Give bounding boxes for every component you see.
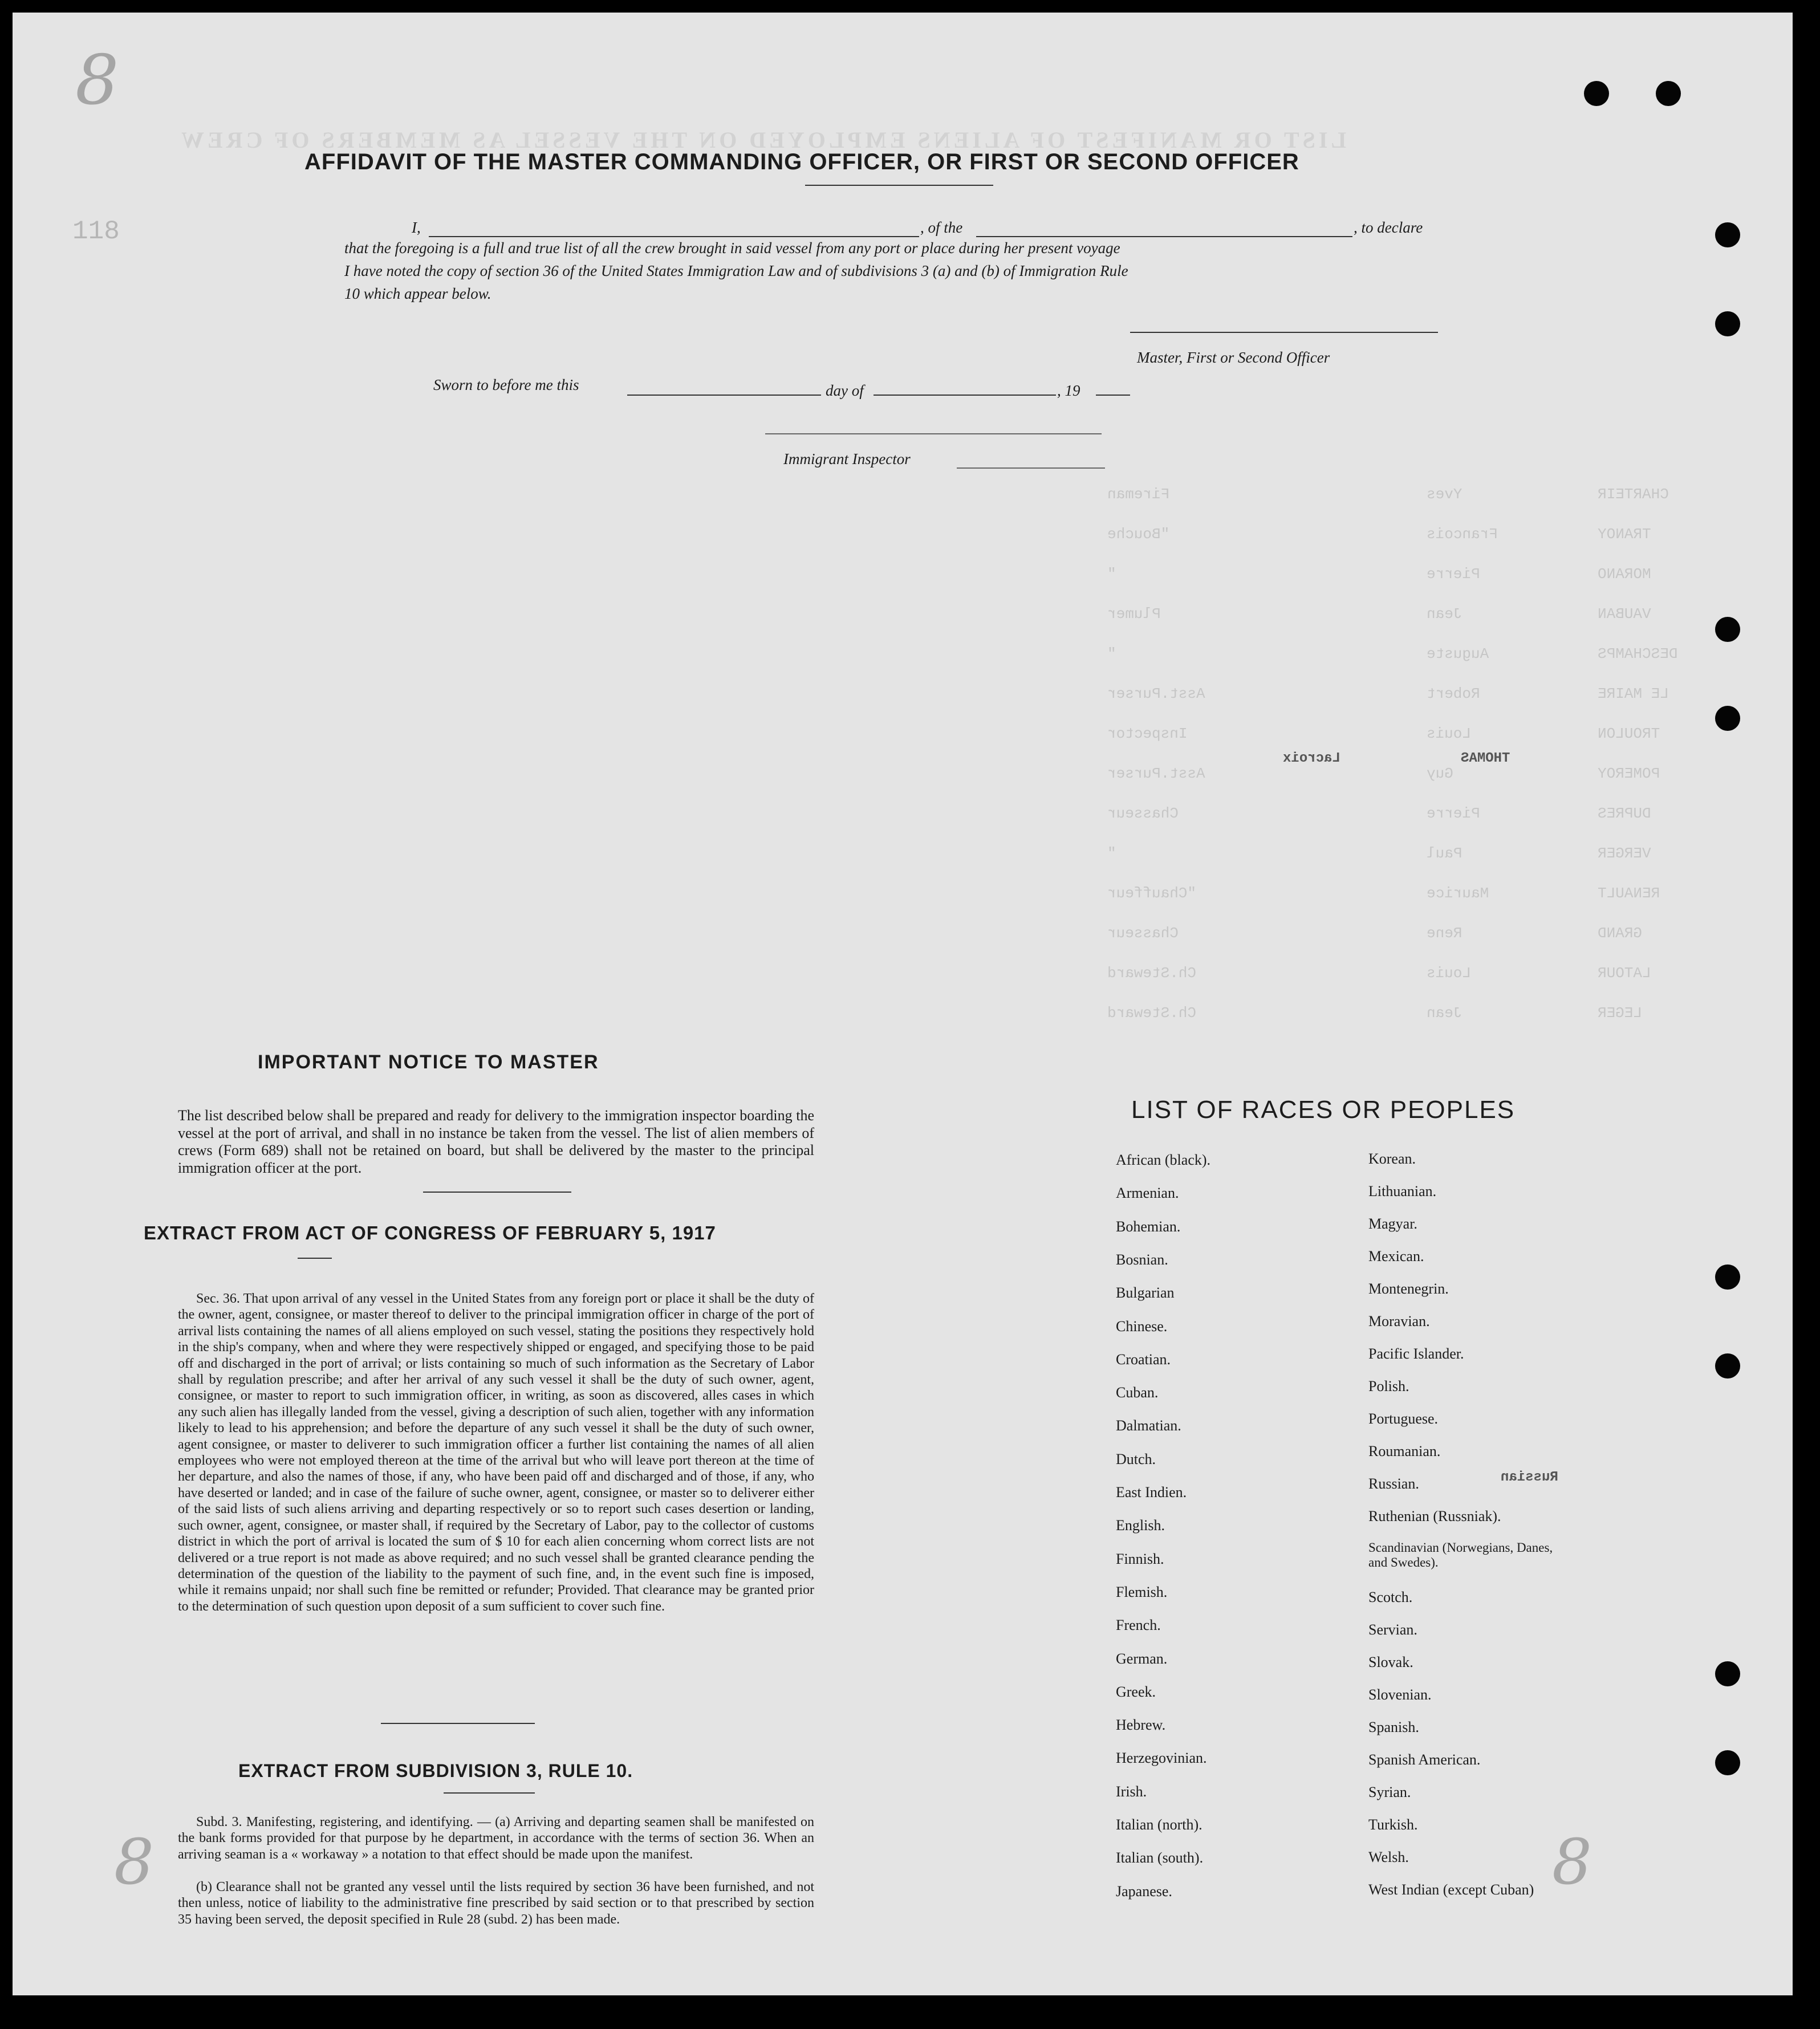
binder-hole	[1715, 311, 1740, 336]
bleed-through-cell: VERGER	[1598, 845, 1651, 862]
bleed-through-cell: Ch.Steward	[1107, 965, 1197, 982]
bleed-through-cell: Auguste	[1427, 645, 1489, 662]
bleed-through-cell: Francois	[1427, 526, 1498, 543]
bleed-through-cell: "Chauffeur	[1107, 885, 1197, 902]
notice-title: IMPORTANT NOTICE TO MASTER	[258, 1051, 599, 1073]
inspector-signature-field-top[interactable]	[765, 433, 1102, 434]
race-item: Syrian.	[1368, 1784, 1411, 1800]
race-item: Italian (north).	[1116, 1816, 1202, 1833]
race-item: West Indian (except Cuban)	[1368, 1881, 1534, 1898]
bleed-through-cell: Fireman	[1107, 486, 1170, 503]
race-item: Turkish.	[1368, 1816, 1418, 1833]
bleed-through-cell: Inspector	[1107, 725, 1188, 742]
race-item: Dalmatian.	[1116, 1417, 1181, 1434]
binder-hole	[1715, 1353, 1740, 1379]
bleed-through-cell: Asst.Purser	[1107, 765, 1205, 782]
bleed-through-cell: TROULON	[1598, 725, 1660, 742]
race-item: Korean.	[1368, 1150, 1416, 1167]
affidavit-text-line-2: I have noted the copy of section 36 of the United States Immigration Law and of subdivisions 3 (a) and (b) of Immigration Rule	[344, 262, 1128, 279]
handwritten-margin-mark-right: 8	[1552, 1825, 1592, 1898]
race-item: Servian.	[1368, 1621, 1417, 1638]
bleed-through-cell: DUPRES	[1598, 805, 1651, 822]
binder-hole	[1715, 1661, 1740, 1686]
affidavit-of-the-label: , of the	[920, 219, 963, 236]
bleed-through-cell: LE MAIRE	[1598, 685, 1669, 702]
inspector-signature-field[interactable]	[957, 467, 1105, 469]
margin-page-number: 118	[72, 217, 120, 246]
race-item: German.	[1116, 1650, 1168, 1667]
bleed-through-header: LIST OR MANIFEST OF ALIENS EMPLOYED ON THE VESSEL AS MEMBERS OF CREW	[178, 127, 1347, 153]
bleed-stamp-3: Russian	[1501, 1470, 1558, 1485]
act-extract-title: EXTRACT FROM ACT OF CONGRESS OF FEBRUARY 5, 1917	[144, 1222, 716, 1243]
race-item: Slovak.	[1368, 1654, 1413, 1670]
bleed-through-cell: Plumer	[1107, 605, 1161, 623]
year-prefix-label: , 19	[1057, 382, 1080, 399]
rule-extract-text-b: (b) Clearance shall not be granted any vessel until the lists required by section 36 have been furnished, and not then unless, notice of liability to the administrative fine prescribed by said section or to that prescribed by section 35 having been served, the deposit specified in Rule 28 (subd. 2) has been made.	[178, 1880, 814, 1927]
master-signature-field[interactable]	[1130, 332, 1438, 333]
binder-hole	[1715, 1264, 1740, 1290]
inspector-label: Immigrant Inspector	[783, 450, 911, 467]
race-item: Polish.	[1368, 1378, 1409, 1394]
race-item: Mexican.	[1368, 1248, 1424, 1264]
binder-hole	[1656, 81, 1681, 106]
bleed-through-cell: "	[1107, 645, 1116, 662]
bleed-through-cell: RENAULT	[1598, 885, 1660, 902]
binder-hole	[1715, 617, 1740, 642]
race-item: Dutch.	[1116, 1450, 1156, 1467]
handwritten-margin-mark-top: 8	[75, 41, 119, 120]
race-item: Finnish.	[1116, 1550, 1164, 1567]
race-item: Russian.	[1368, 1475, 1419, 1492]
bleed-through-cell: LATOUR	[1598, 965, 1651, 982]
race-item: African (black).	[1116, 1152, 1211, 1168]
race-item: Armenian.	[1116, 1185, 1179, 1202]
race-item: Scotch.	[1368, 1589, 1413, 1605]
sworn-year-field[interactable]	[1096, 395, 1130, 396]
race-item: Greek.	[1116, 1683, 1156, 1700]
bleed-through-cell: TRANOY	[1598, 526, 1651, 543]
bleed-through-cell: POMEROY	[1598, 765, 1660, 782]
bleed-through-cell: Pierre	[1427, 566, 1480, 583]
bleed-through-cell: Pierre	[1427, 805, 1480, 822]
bleed-through-cell: Louis	[1427, 725, 1472, 742]
race-item: Herzegovinian.	[1116, 1750, 1207, 1767]
bleed-through-cell: VAUBAN	[1598, 605, 1651, 623]
bleed-through-cell: "Bouche	[1107, 526, 1170, 543]
bleed-through-cell: Chasseur	[1107, 925, 1179, 942]
act-extract-rule	[381, 1723, 535, 1724]
binder-hole	[1584, 81, 1609, 106]
bleed-through-cell: DESCHAMPS	[1598, 645, 1678, 662]
race-item: Irish.	[1116, 1783, 1147, 1800]
bleed-through-cell: Chasseur	[1107, 805, 1179, 822]
bleed-through-cell: Guy	[1427, 765, 1453, 782]
rule-extract-title: EXTRACT FROM SUBDIVISION 3, RULE 10.	[238, 1760, 633, 1781]
affidavit-vessel-field[interactable]	[976, 236, 1352, 237]
bleed-through-cell: MORANO	[1598, 566, 1651, 583]
race-item: Hebrew.	[1116, 1717, 1166, 1734]
race-item: Flemish.	[1116, 1583, 1168, 1600]
handwritten-margin-mark-bottom: 8	[114, 1825, 154, 1898]
act-extract-title-rule	[298, 1258, 332, 1259]
bleed-stamp-2: Lacroix	[1283, 751, 1340, 766]
bleed-through-cell: Rene	[1427, 925, 1462, 942]
race-item: Spanish American.	[1368, 1751, 1481, 1768]
sworn-label: Sworn to before me this	[433, 376, 579, 393]
bleed-through-cell: LEGER	[1598, 1005, 1643, 1022]
race-item: East Indien.	[1116, 1484, 1187, 1501]
affidavit-text-line-1: that the foregoing is a full and true list of all the crew brought in said vessel from any port or place during her present voyage	[344, 239, 1120, 257]
rule-extract-text-a: Subd. 3. Manifesting, registering, and identifying. — (a) Arriving and departing seamen shall be manifested on the bank forms provided for that purpose by he department, in accordance with the terms of section 36. When an arriving seaman is a « workaway » a notation to that effect should be made upon the manifest.	[178, 1815, 814, 1862]
race-item: Japanese.	[1116, 1882, 1172, 1900]
binder-hole	[1715, 222, 1740, 247]
race-item: Slovenian.	[1368, 1686, 1432, 1703]
bleed-through-cell: Robert	[1427, 685, 1480, 702]
bleed-through-cell: GRAND	[1598, 925, 1643, 942]
race-item: Croatian.	[1116, 1351, 1171, 1368]
race-item: Chinese.	[1116, 1318, 1168, 1335]
bleed-stamp-1: THOMAS	[1461, 751, 1510, 766]
affidavit-title-rule	[805, 185, 993, 186]
binder-hole	[1715, 706, 1740, 731]
race-item: Ruthenian (Russniak).	[1368, 1508, 1501, 1524]
sworn-month-field[interactable]	[874, 395, 1056, 396]
race-item: Montenegrin.	[1368, 1280, 1449, 1297]
sworn-day-field[interactable]	[627, 395, 821, 396]
bleed-through-cell: "	[1107, 566, 1116, 583]
bleed-through-cell: Asst.Purser	[1107, 685, 1205, 702]
act-extract-text: Sec. 36. That upon arrival of any vessel in the United States from any foreign port or place it shall be the duty of the owner, agent, consignee, or master thereof to deliver to the principal immigration officer in charge of the port of arrival lists containing the names of all aliens employed on such vessel, stating the positions they respectively hold in the ship's company, when and where they were respectively shipped or engaged, and specifying those to be paid off and discharged in the port of arrival; or lists containing so much of such information as the Secretary of Labor shall by regulation prescribe; and after her arrival of any such vessel it shall be the duty of such owner, agent, consignee, or master to report to such immigration officer, in writing, as soon as discovered, alles cases in which any such alien has illegally landed from the vessel, giving a description of such alien, together with any information likely to lead to his apprehension; and before the departure of any such vessel it shall be the duty of such owner, agent consignee, or master to deliverer to such immigration officer a further list containing the names of all alien employees who were not employed thereon at the time of the arrival but who will leave port thereon at the time of her departure, and also the names of those, if any, who have been paid off and discharged and of those, if any, who have deserted or landed; and in case of the failure of suche owner, agent, consignee, or master so to deliverer either of the said lists of such aliens arriving and departing respectively or so to report such cases desertion or landing, such owner, agent, consignee, or master shall, if required by the Secretary of Labor, pay to the collector of customs district in which the port of arrival is located the sum of $ 10 for each alien concerning whom correct lists are not delivered or a true report is not made as above required; and no such vessel shall be granted clearance pending the determination of the question of the liability to the payment of such fine, and, in the event such fine is imposed, while it remains unpaid; nor shall such fine be remitted or refunder; Provided. That clearance may be granted prior to the determination of such question upon deposit of a sum sufficient to cover such fine.	[178, 1291, 814, 1614]
race-item: Moravian.	[1368, 1313, 1430, 1329]
rule-extract-rule	[444, 1792, 535, 1794]
bleed-through-cell: Yves	[1427, 486, 1462, 503]
affidavit-i-label: I,	[412, 219, 421, 236]
race-item: English.	[1116, 1517, 1165, 1534]
bleed-through-cell: Jean	[1427, 1005, 1462, 1022]
bleed-through-cell: Maurice	[1427, 885, 1489, 902]
races-title: LIST OF RACES OR PEOPLES	[1131, 1096, 1516, 1124]
race-item: Bosnian.	[1116, 1251, 1168, 1268]
race-item: Spanish.	[1368, 1719, 1419, 1735]
race-item: Magyar.	[1368, 1215, 1417, 1232]
bleed-through-cell: CHARTEIR	[1598, 486, 1669, 503]
affidavit-to-declare-label: , to declare	[1354, 219, 1423, 236]
race-item: Lithuanian.	[1368, 1183, 1437, 1199]
race-item: Portuguese.	[1368, 1410, 1439, 1427]
day-of-label: day of	[826, 382, 864, 399]
race-item: Pacific Islander.	[1368, 1345, 1464, 1362]
notice-rule	[423, 1192, 571, 1193]
race-item: Bohemian.	[1116, 1218, 1181, 1235]
bleed-through-cell: Ch.Steward	[1107, 1005, 1197, 1022]
notice-text: The list described below shall be prepared and ready for delivery to the immigration inspector boarding the vessel at the port of arrival, and shall in no instance be taken from the vessel. The list of alien members of crews (Form 689) shall not be retained on board, but shall be delivered by the master to the principal immigration officer at the port.	[178, 1107, 814, 1176]
race-item: Roumanian.	[1368, 1443, 1441, 1459]
affidavit-title: AFFIDAVIT OF THE MASTER COMMANDING OFFICER, OR FIRST OR SECOND OFFICER	[304, 149, 1299, 174]
bleed-through-cell: Paul	[1427, 845, 1462, 862]
affidavit-text-line-3: 10 which appear below.	[344, 285, 491, 302]
race-item: Scandinavian (Norwegians, Danes, and Swedes).	[1368, 1540, 1553, 1569]
race-item: French.	[1116, 1617, 1161, 1634]
race-item: Bulgarian	[1116, 1284, 1175, 1302]
bleed-through-cell: Louis	[1427, 965, 1472, 982]
bleed-through-cell: Jean	[1427, 605, 1462, 623]
document-page	[13, 13, 1793, 1995]
race-item: Welsh.	[1368, 1849, 1409, 1865]
race-item: Italian (south).	[1116, 1849, 1204, 1867]
binder-hole	[1715, 1750, 1740, 1775]
affidavit-name-field[interactable]	[429, 236, 919, 237]
bleed-through-cell: "	[1107, 845, 1116, 862]
master-signature-label: Master, First or Second Officer	[1137, 349, 1330, 366]
race-item: Cuban.	[1116, 1384, 1159, 1401]
